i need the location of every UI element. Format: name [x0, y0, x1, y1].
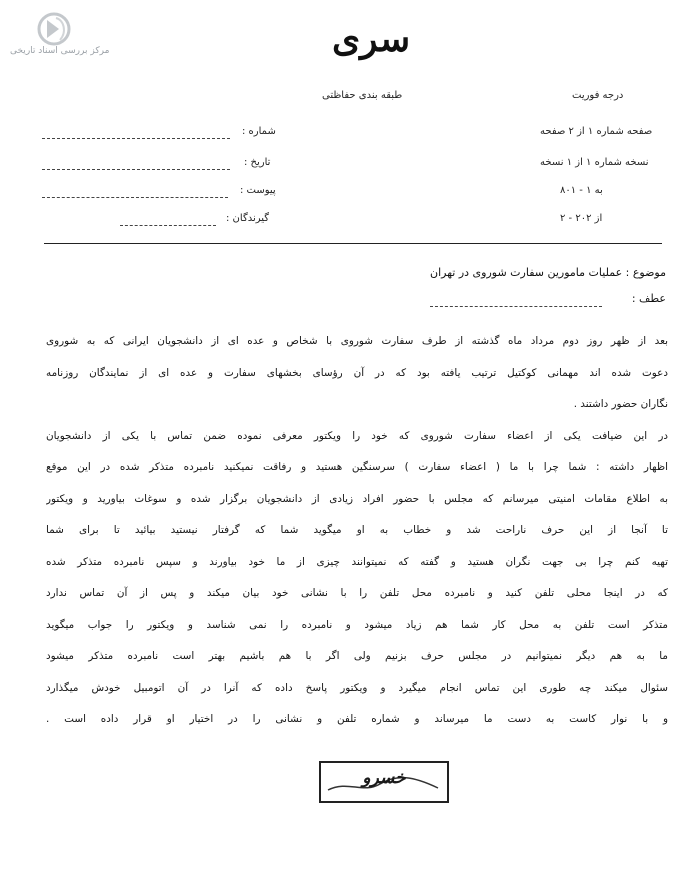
- reference-fill-line: [430, 306, 602, 307]
- watermark-text: مرکز بررسی اسناد تاریخی: [10, 46, 110, 56]
- body-line: در این ضیافت یکی از اعضاء سفارت شوروی که خود را ویکتور معرفی نموده ضمن تماس با یکی از دانشجویان: [46, 429, 668, 442]
- date-label: تاریخ :: [244, 157, 271, 168]
- recipients-label: گیرندگان :: [226, 213, 270, 224]
- body-line: که در اینجا محلی تلفن کنید و نامبرده محل تلفن را با نشانی خود بیان میکند و پس از آن تماس ندارد: [46, 587, 668, 599]
- body-line: سئوال میکند چه طوری این تماس انجام میگیرد و ویکتور پاسخ داده که آنرا در آن اتومبیل خودش میگذارد: [46, 681, 668, 694]
- number-label: شماره :: [242, 126, 276, 137]
- copy-number-field: نسخه شماره ۱ از ۱ نسخه: [540, 157, 649, 168]
- page-number-field: صفحه شماره ۱ از ۲ صفحه: [540, 126, 653, 137]
- document-title: سری: [332, 18, 411, 60]
- date-fill-line: [42, 169, 230, 170]
- body-line: ما به هم دیگر نمیتوانیم در مجلس حرف بزنیم ولی اگر با هم باشیم بهتر است نامبرده متذکر میشود: [46, 650, 668, 662]
- body-line: اظهار داشته : شما چرا با ما ( اعضاء سفارت ) سرسنگین هستید و رفاقت نمیکنید نامبرده متذکر شده در این موقع: [46, 461, 668, 473]
- header-divider: [44, 243, 662, 244]
- reference-line: عطف :: [631, 292, 666, 305]
- body-line: به اطلاع مقامات امنیتی میرسانم که مجلس با حضور افراد زیادی از دانشجویان برگزار شده و سوغات بیاورید و ویکتور: [46, 492, 668, 505]
- recipients-fill-line: [120, 225, 216, 226]
- body-line: تا آنجا از این حرف ناراحت شد و خطاب به او میگوید شما که گرفتار نیستید بیائید تا برای شما: [46, 524, 668, 536]
- body-line: دعوت شده اند مهمانی کوکتیل ترتیب یافته بود که در آن رؤسای بخشهای سفارت و عده ای از نمایندگان روزنامه: [46, 366, 668, 379]
- urgency-label: درجه فوریت: [572, 90, 624, 101]
- attachment-label: پیوست :: [240, 185, 276, 196]
- body-line: و با نوار کاست به دست ما میرساند و شماره تلفن و نشانی را در اختیار او قرار داده است .: [46, 713, 668, 725]
- letter-body: [46, 326, 668, 736]
- body-line: متذکر است تلفن به محل کار شما هم زیاد میشود و نامبرده را نمی شناسد و ویکتور را جواب میگوید: [46, 618, 668, 631]
- number-fill-line: [42, 138, 230, 139]
- archive-logo-icon: [34, 10, 74, 48]
- protection-classification-label: طبقه بندی حفاظتی: [322, 90, 403, 101]
- signature-text: خسرو: [362, 768, 406, 788]
- body-line: نگاران حضور داشتند .: [573, 398, 668, 410]
- from-field: از ۲۰۲ - ۲: [560, 213, 603, 224]
- body-line: تهیه کنم چرا بی جهت نگران هستید و گفته که نمیتوانند چیزی از ما خود بیاورند و سپس نامبرده متذکر شده: [46, 555, 668, 568]
- signature-stamp: [318, 760, 450, 804]
- body-line: بعد از ظهر روز دوم مرداد ماه گذشته از طرف سفارت شوروی با شخاص و عده ای از دانشجویان ایرانی که به شوروی: [46, 335, 668, 347]
- subject-line: موضوع : عملیات مامورین سفارت شوروی در تهران: [430, 266, 666, 279]
- to-field: به ۱ - ۸۰۱: [560, 185, 603, 196]
- attachment-fill-line: [42, 197, 228, 198]
